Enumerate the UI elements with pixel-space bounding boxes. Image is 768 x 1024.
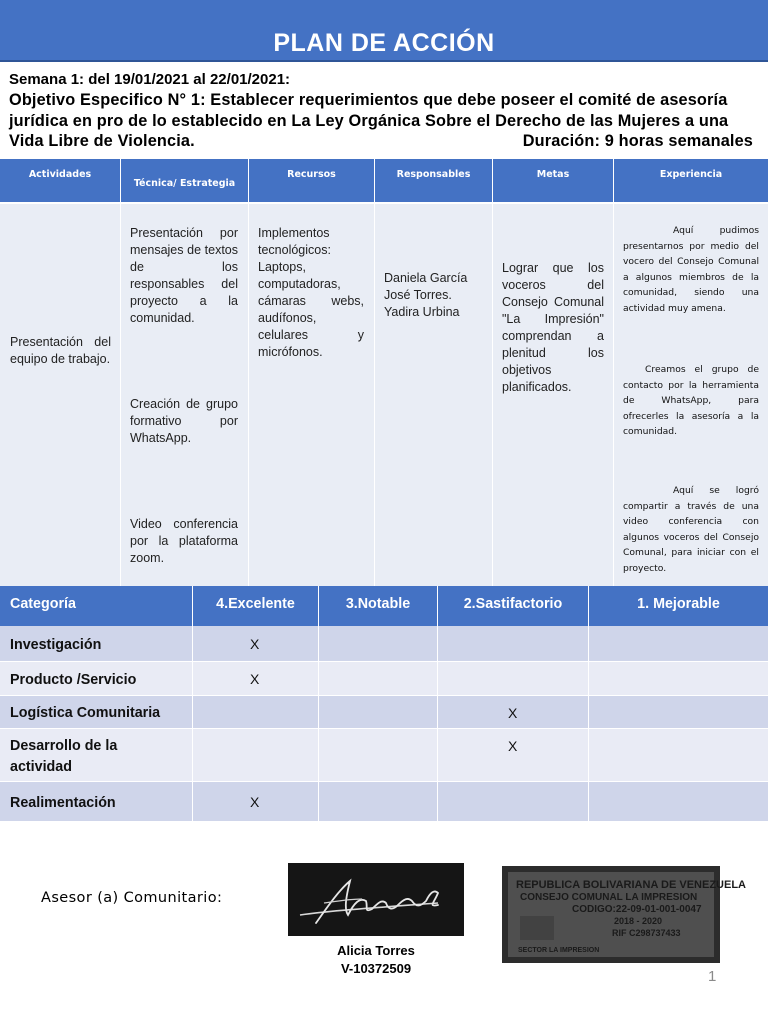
rubric-level-cell bbox=[319, 729, 438, 782]
rubric-level-cell bbox=[589, 696, 768, 729]
header-recursos: Recursos bbox=[249, 159, 375, 202]
experience-text-1: Aquí pudimos presentarnos por medio del vocero del Consejo Comunal a algunos miembros de la comunidad, siendo una actividad muy amena. bbox=[623, 225, 759, 314]
rubric-header-improvable: 1. Mejorable bbox=[589, 586, 768, 626]
rubric-category-label: Logística Comunitaria bbox=[10, 705, 161, 721]
rubric-header-category: Categoría bbox=[0, 586, 193, 626]
goals-text: Lograr que los voceros del Consejo Comunal "La Impresión" comprendan a plenitud los objetivos planificados. bbox=[502, 261, 604, 394]
objective-line-2: jurídica en pro de lo establecido en La Ley Orgánica Sobre el Derecho de las Mujeres a una bbox=[9, 111, 729, 130]
rubric-level-cell bbox=[319, 782, 438, 822]
rubric-header-excellent: 4.Excelente bbox=[193, 586, 319, 626]
experience-text-3: Aquí se logró compartir a través de una video conferencia con algunos voceros del Consejo Comunal, para iniciar con el proyecto. bbox=[623, 485, 759, 574]
rubric-mark: X bbox=[508, 738, 518, 754]
rubric-category-cell bbox=[0, 782, 193, 822]
page-title: PLAN DE ACCIÓN bbox=[273, 29, 495, 57]
rubric-level-cell bbox=[193, 662, 319, 696]
stamp-line-6: SECTOR LA IMPRESION bbox=[518, 947, 600, 954]
header-tecnica: Técnica/ Estrategia bbox=[121, 159, 249, 202]
signature-drawing bbox=[288, 863, 464, 936]
cell-recursos bbox=[249, 204, 375, 586]
rubric-category-label: Investigación bbox=[10, 636, 102, 653]
objective-line-1: Objetivo Especifico N° 1: Establecer requerimientos que debe poseer el comité de asesoría bbox=[9, 91, 728, 109]
technique-text-2: Creación de grupo formativo por WhatsApp. bbox=[130, 397, 238, 445]
header-experiencia: Experiencia bbox=[614, 159, 768, 202]
rubric-level-cell bbox=[589, 782, 768, 822]
rubric-row bbox=[0, 696, 768, 729]
header-metas: Metas bbox=[493, 159, 614, 202]
rubric-mark: X bbox=[250, 671, 260, 687]
duration: Duración: 9 horas semanales bbox=[522, 132, 753, 150]
cell-actividad bbox=[0, 204, 121, 586]
rubric-table bbox=[0, 586, 768, 822]
rubric-level-cell bbox=[193, 696, 319, 729]
rubric-level-cell bbox=[438, 696, 589, 729]
rubric-row bbox=[0, 729, 768, 782]
rubric-level-cell bbox=[589, 729, 768, 782]
rubric-level-cell bbox=[193, 626, 319, 662]
signature-image bbox=[288, 863, 464, 936]
stamp-image bbox=[502, 866, 746, 963]
stamp-line-3: CODIGO:22-09-01-001-0047 bbox=[572, 904, 702, 915]
experience-text-2: Creamos el grupo de contacto por la herramienta de WhatsApp, para ofrecerles la asesoría a la comunidad. bbox=[623, 364, 759, 437]
rubric-level-cell bbox=[438, 626, 589, 662]
rubric-header-notable: 3.Notable bbox=[319, 586, 438, 626]
header-responsables: Responsables bbox=[375, 159, 493, 202]
stamp-emblem bbox=[520, 916, 554, 940]
rubric-level-cell bbox=[193, 729, 319, 782]
rubric-level-cell bbox=[438, 662, 589, 696]
activity-text: Presentación del equipo de trabajo. bbox=[10, 335, 111, 366]
rubric-row bbox=[0, 782, 768, 822]
rubric-header-satisfactory: 2.Sastifactorio bbox=[438, 586, 589, 626]
stamp-line-5: RIF C298737433 bbox=[612, 928, 681, 938]
signer-block bbox=[288, 942, 464, 978]
objective-line-3: Vida Libre de Violencia. bbox=[9, 132, 195, 150]
rubric-category-cell bbox=[0, 696, 193, 729]
rubric-row bbox=[0, 662, 768, 696]
rubric-category-label: Producto /Servicio bbox=[10, 671, 137, 688]
technique-text-3: Video conferencia por la plataforma zoom. bbox=[130, 517, 238, 565]
rubric-mark: X bbox=[250, 794, 260, 810]
rubric-category-label: Desarrollo de la actividad bbox=[10, 738, 118, 775]
technique-text-1: Presentación por mensajes de textos de los responsables del proyecto a la comunidad. bbox=[130, 226, 238, 325]
rubric-row bbox=[0, 626, 768, 662]
activity-table bbox=[0, 159, 768, 586]
week-range: Semana 1: del 19/01/2021 al 22/01/2021: bbox=[9, 71, 291, 88]
signer-id: V-10372509 bbox=[340, 961, 412, 976]
rubric-category-cell bbox=[0, 662, 193, 696]
rubric-level-cell bbox=[438, 782, 589, 822]
stamp-line-4: 2018 - 2020 bbox=[614, 916, 663, 926]
stamp-drawing bbox=[502, 866, 746, 963]
resources-text: Implementos tecnológicos: Laptops, computadoras, cámaras webs, audífonos, celulares y micrófonos. bbox=[258, 226, 364, 359]
header-actividades: Actividades bbox=[0, 159, 121, 202]
cell-responsables bbox=[375, 204, 493, 586]
cell-experiencia bbox=[614, 204, 768, 586]
responsible-1: Daniela García bbox=[384, 271, 468, 285]
title-bar bbox=[0, 0, 768, 62]
rubric-level-cell bbox=[319, 696, 438, 729]
responsible-2: José Torres. bbox=[384, 288, 452, 302]
rubric-level-cell bbox=[193, 782, 319, 822]
rubric-level-cell bbox=[589, 662, 768, 696]
cell-tecnica bbox=[121, 204, 249, 586]
advisor-label: Asesor (a) Comunitario: bbox=[41, 890, 223, 906]
rubric-mark: X bbox=[508, 704, 518, 721]
page-number: 1 bbox=[708, 968, 717, 985]
stamp-line-1: REPUBLICA BOLIVARIANA DE VENEZUELA bbox=[516, 879, 746, 891]
rubric-mark: X bbox=[250, 636, 260, 652]
signer-name: Alicia Torres bbox=[337, 943, 415, 958]
rubric-level-cell bbox=[589, 626, 768, 662]
rubric-level-cell bbox=[438, 729, 589, 782]
rubric-category-cell bbox=[0, 729, 193, 782]
cell-metas bbox=[493, 204, 614, 586]
rubric-category-label: Realimentación bbox=[10, 794, 116, 811]
stamp-line-2: CONSEJO COMUNAL LA IMPRESION bbox=[520, 892, 698, 903]
rubric-level-cell bbox=[319, 626, 438, 662]
responsible-3: Yadira Urbina bbox=[384, 305, 460, 319]
rubric-category-cell bbox=[0, 626, 193, 662]
header-info bbox=[9, 70, 753, 152]
rubric-level-cell bbox=[319, 662, 438, 696]
